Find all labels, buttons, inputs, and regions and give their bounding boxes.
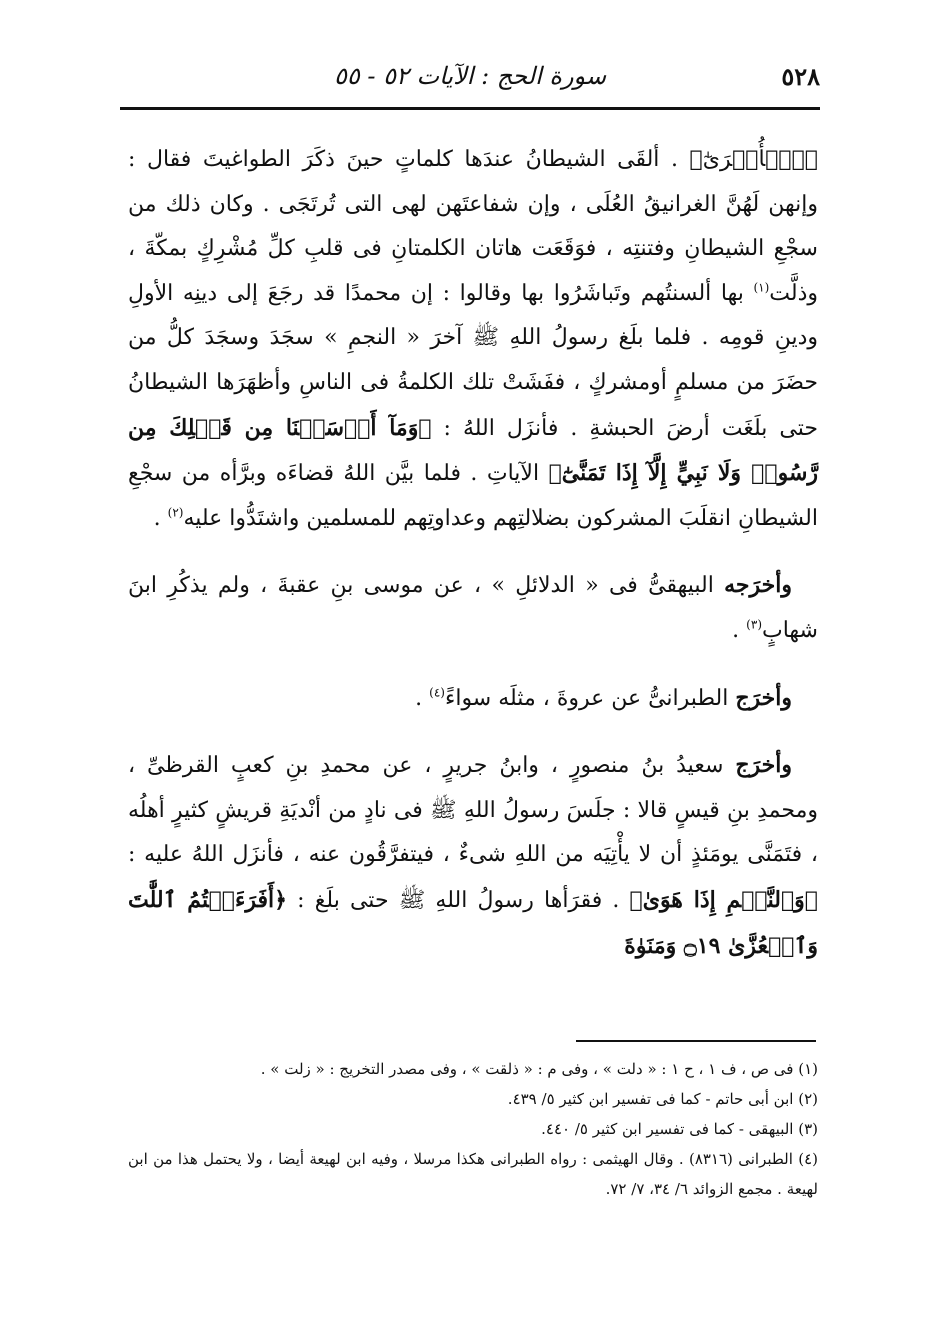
paragraph-text: ﴿ٱلۡأُخۡرَىٰٓ﴾ . ألقَى الشيطانُ عندَها كلماتٍ حينَ ذكَرَ الطواغيتَ فقال : وإنهن لَهُنَّ الغرانيقُ العُلَى ، وإن شفاعتَهن لهى التى تُرتَجَى . وكان ذلك من سجْعِ الشيطانِ وفتنتِه ، فوَقَعَت هاتان الكلمتانِ فى قلبِ كلِّ مُشْرِكٍ بمكّةَ ، وذلَّت [128,147,818,306]
paragraph [128,676,818,722]
paragraph [128,563,818,653]
paragraph [128,138,818,541]
paragraph-lead: وأخرَجه [724,572,792,599]
paragraph-lead: وأخرَج [735,752,792,779]
footnote: (٤) الطبرانى (٨٣١٦) . وقال الهيثمى : رواه الطبرانى هكذا مرسلا ، وفيه ابن لهيعة أيضا ، ولا يحتمل هذا من ابن لهيعة . مجمع الزوائد ٦/ ٣٤، ٧/ ٧٢. [128,1150,819,1198]
quran-verse: ﴿أَفَرَءَيۡتُمُ ٱللَّٰتَ وَٱلۡعُزَّىٰ ۝١٩ وَمَنَوٰةَ [128,886,818,959]
quran-verse: ﴿وَمَآ أَرۡسَلۡنَا مِن قَبۡلِكَ مِن رَّسُولٖ وَلَا نَبِيٍّ إِلَّآ إِذَا تَمَنَّىٰٓ﴾ [128,414,819,487]
paragraph-text: بها ألسنتُهم وتَباشَرُوا بها وقالوا : إن محمدًا قد رجَعَ إلى دينِه الأولِ ودينِ قومِه . فلما بلَغ رسولُ اللهِ ﷺ آخرَ « النجمِ » سجَدَ وسجَدَ كلُّ من حضَرَ من مسلمٍ أومشركٍ ، ففَشَتْ تلك الكلمةُ فى الناسِ وأظهَرَها الشيطانُ حتى بلَغَت أرضَ الحبشةِ . فأنزَل اللهُ : [128,280,818,441]
page-number: ٥٢٨ [781,62,820,91]
footnote-ref: (٣) [746,617,762,632]
paragraph-text: الطبرانىُّ عن عروةَ ، مثلَه سواءً [444,685,736,711]
paragraph-text: سعيدُ بنُ منصورٍ ، وابنُ جريرٍ ، عن محمدِ بنِ كعبٍ القرظىِّ ، ومحمدِ بنِ قيسٍ قالا : جلَسَ رسولُ اللهِ ﷺ فى نادٍ من أنْديَةِ قريشٍ كثيرٍ أهلُه ، فتَمَنَّى يومَئذٍ أن لا يأْتِيَه من اللهِ شىءٌ ، فيتفرَّقُون عنه ، فأنزَل اللهُ عليه : [128,753,818,868]
main-text [128,138,818,969]
paragraph-text: . [732,617,747,643]
footnote-ref: (٤) [429,685,445,700]
paragraph-text: . [153,505,168,531]
header-rule [120,107,820,110]
footnote-rule [576,1040,816,1042]
footnote: (٢) ابن أبى حاتم - كما فى تفسير ابن كثير ٥/ ٤٣٩. [507,1090,818,1108]
paragraph-text: . [415,685,430,711]
paragraph-lead: وأخرَج [735,684,792,711]
footnote-ref: (٢) [167,505,184,520]
paragraph-text: . فقرَأها رسولُ اللهِ ﷺ حتى بلَغ : [286,887,630,913]
footnote: (١) فى ص ، ف ١ ، ح ١ : « دلت » ، وفى م : « ذلقت » ، وفى مصدر التخريج : « زلت » . [260,1060,818,1078]
footnote-ref: (١) [753,280,770,295]
paragraph [128,743,818,969]
footnotes [128,1054,818,1204]
running-title: سورة الحج : الآيات ٥٢ - ٥٥ [333,62,607,90]
paragraph-text: الآياتِ . فلما بيَّن اللهُ قضاءَه وبرَّأه من سجْعِ الشيطانِ انقلَبَ المشركون بضلالتِهم وعداوتِهم للمسلمين واشتَدُّوا عليه [128,461,818,531]
footnote: (٣) البيهقى - كما فى تفسير ابن كثير ٥/ ٤٤٠. [541,1120,818,1138]
quran-verse: ﴿وَٱلنَّجۡمِ إِذَا هَوَىٰ﴾ [629,886,818,913]
paragraph-text: البيهقىُّ فى « الدلائلِ » ، عن موسى بنِ عقبةَ ، ولم يذكُرِ ابنَ شهابٍ [128,573,818,643]
page-header [120,58,820,98]
